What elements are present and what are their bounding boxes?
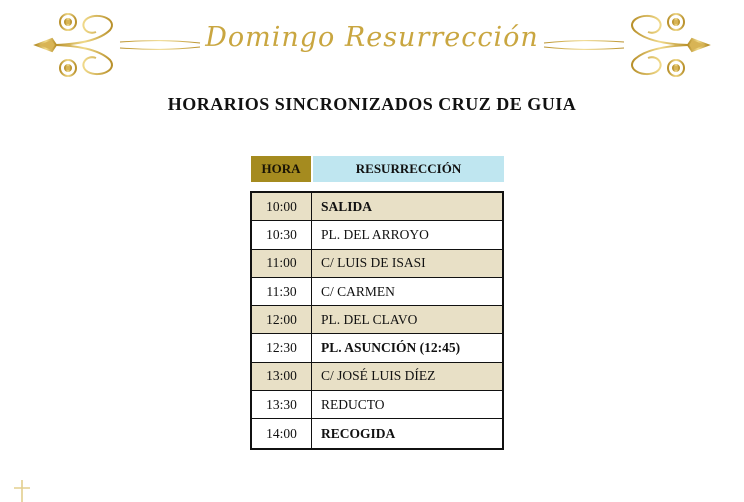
time-cell: 13:00 bbox=[252, 363, 312, 390]
place-cell: REDUCTO bbox=[321, 396, 385, 412]
time-cell: 11:00 bbox=[252, 250, 312, 277]
table-row bbox=[252, 363, 502, 391]
cross-icon bbox=[10, 478, 34, 502]
header-band bbox=[0, 0, 744, 90]
place-cell: PL. DEL CLAVO bbox=[321, 311, 418, 327]
time-cell: 11:30 bbox=[252, 278, 312, 305]
page-title: Domingo Resurrección bbox=[205, 22, 539, 53]
place-cell: C/ JOSÉ LUIS DÍEZ bbox=[321, 368, 436, 384]
place-cell: RECOGIDA bbox=[321, 425, 396, 441]
table-row bbox=[252, 306, 502, 334]
table-row bbox=[252, 193, 502, 221]
time-cell: 13:30 bbox=[252, 391, 312, 418]
time-cell: 14:00 bbox=[252, 419, 312, 447]
table-row bbox=[252, 278, 502, 306]
time-cell: 12:00 bbox=[252, 306, 312, 333]
place-cell: C/ CARMEN bbox=[321, 283, 395, 299]
place-cell: PL. ASUNCIÓN (12:45) bbox=[321, 340, 461, 356]
place-cell: PL. DEL ARROYO bbox=[321, 226, 429, 242]
schedule-subtitle: HORARIOS SINCRONIZADOS CRUZ DE GUIA bbox=[167, 94, 577, 114]
table-row bbox=[252, 391, 502, 419]
table-row bbox=[252, 419, 502, 447]
place-cell: C/ LUIS DE ISASI bbox=[321, 255, 426, 271]
table-row bbox=[252, 221, 502, 249]
time-cell: 10:00 bbox=[252, 193, 312, 220]
table-row bbox=[252, 334, 502, 362]
schedule-table bbox=[250, 191, 504, 450]
column-header-resurreccion: RESURRECCIÓN bbox=[313, 156, 504, 182]
place-cell: SALIDA bbox=[321, 198, 373, 214]
table-row bbox=[252, 250, 502, 278]
column-header-hora: HORA bbox=[251, 156, 311, 182]
time-cell: 10:30 bbox=[252, 221, 312, 248]
time-cell: 12:30 bbox=[252, 334, 312, 361]
